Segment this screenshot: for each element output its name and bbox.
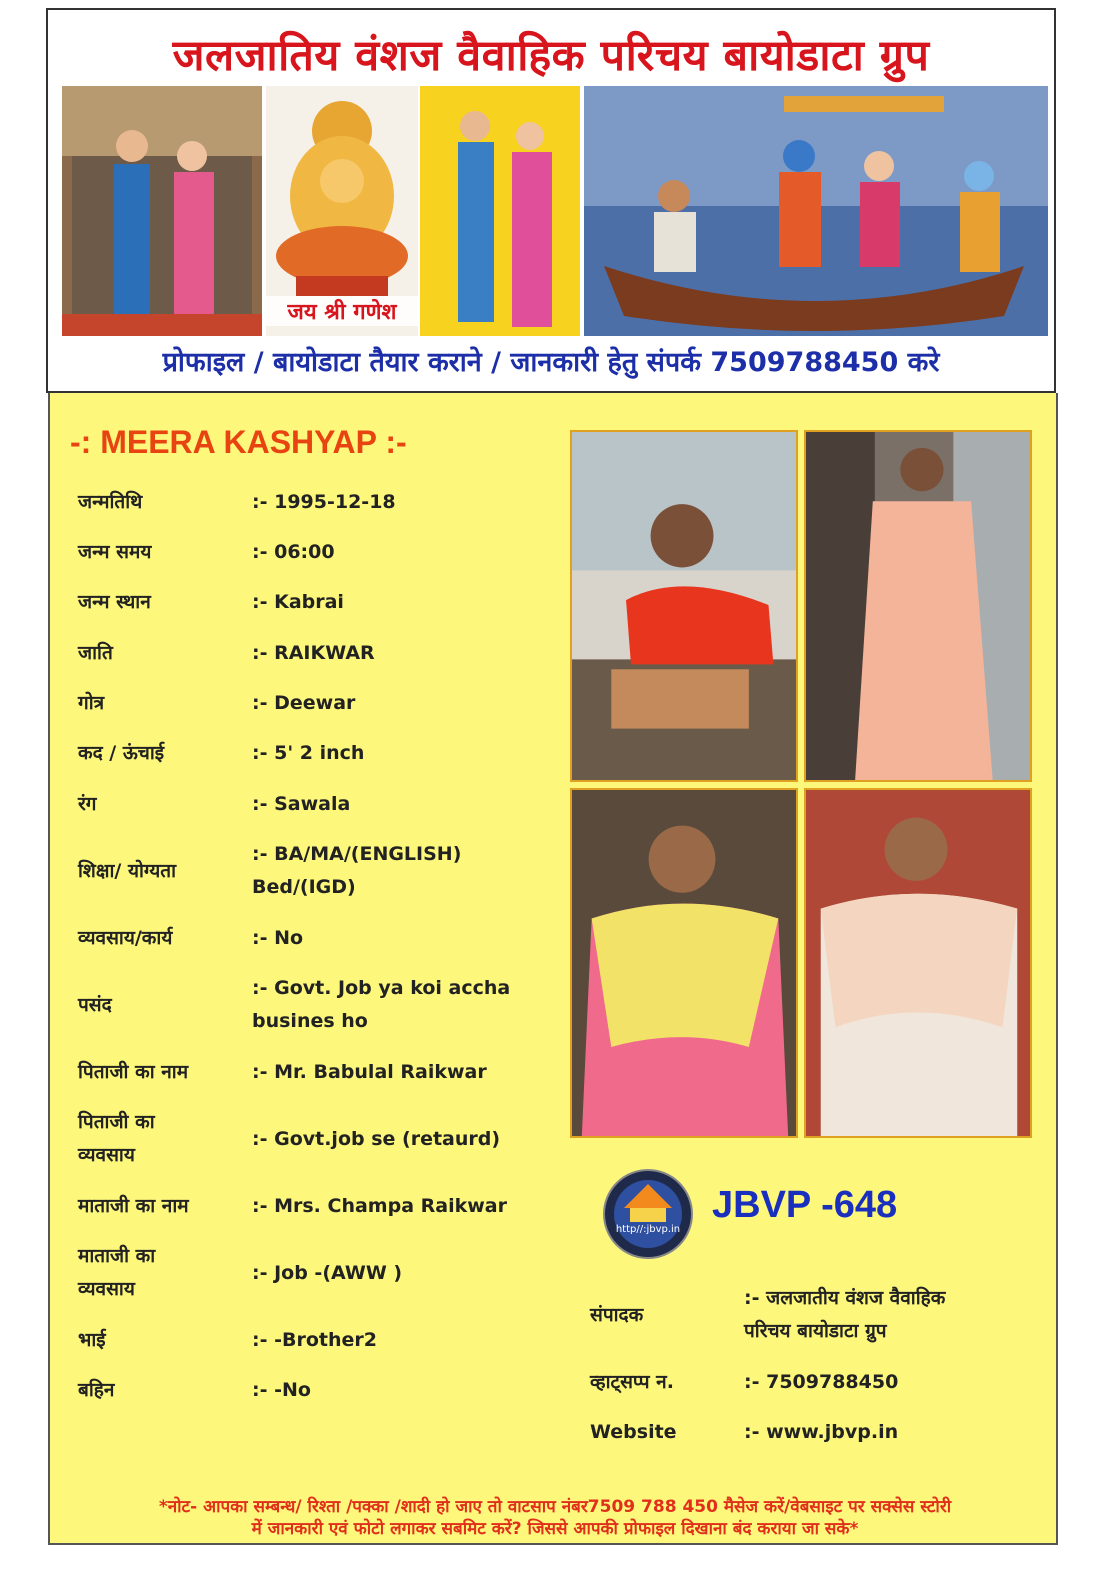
publisher-value: :- 7509788450 (744, 1371, 899, 1393)
profile-field-row (78, 486, 548, 519)
profile-field-row (78, 1324, 548, 1357)
publisher-label: संपादक (590, 1303, 644, 1326)
photo-3 (570, 788, 798, 1138)
profile-field-row (78, 1374, 548, 1407)
publisher-value: :- जलजातीय वंशज वैवाहिक परिचय बायोडाटा ग्रुप (744, 1287, 946, 1342)
footer-note-line-1: *नोट- आपका सम्बन्ध/ रिश्ता /पक्का /शादी हो जाए तो वाटसाप नंबर7509 788 450 मैसेज करें/वेबसाइट पर सक्सेस स्टोरी (158, 1497, 952, 1517)
profile-field-row (78, 637, 548, 670)
field-label: व्यवसाय/कार्य (78, 927, 173, 949)
jbvp-logo (602, 1168, 694, 1260)
ganesh-caption: जय श्री गणेश (266, 296, 418, 326)
contact-line: प्रोफाइल / बायोडाटा तैयार कराने / जानकारी हेतु संपर्क 7509788450 करे (162, 347, 940, 378)
profile-field-row (78, 1240, 548, 1306)
field-label: रंग (78, 793, 97, 815)
field-value: :- Sawala (252, 793, 351, 815)
field-value: :- RAIKWAR (252, 642, 375, 664)
candidate-name: -: MEERA KASHYAP :- (70, 424, 407, 460)
field-label: गोत्र (78, 692, 105, 714)
group-title: जलजातिय वंशज वैवाहिक परिचय बायोडाटा ग्रुप (172, 31, 930, 81)
footer-note-line-2: में जानकारी एवं फोटो लगाकर सबमिट करें? जिससे आपकी प्रोफाइल दिखाना बंद कराया जा सके* (251, 1519, 859, 1539)
field-value: :- -Brother2 (252, 1329, 377, 1351)
field-value: :- Mr. Babulal Raikwar (252, 1061, 487, 1083)
field-label: जन्म स्थान (78, 591, 151, 613)
publisher-label: व्हाट्सप्प न. (590, 1371, 674, 1393)
field-label: बहिन (78, 1379, 115, 1401)
profile-field-row (78, 838, 548, 904)
field-value: :- 1995-12-18 (252, 491, 396, 513)
publisher-label: Website (590, 1421, 677, 1443)
profile-field-row (78, 1106, 548, 1172)
photo-4 (804, 788, 1032, 1138)
profile-field-row (78, 922, 548, 955)
profile-field-row (78, 1190, 548, 1223)
field-label: पसंद (78, 993, 112, 1016)
profile-field-row (78, 1056, 548, 1089)
field-label: जन्मतिथि (78, 491, 143, 513)
logo-url: http//:jbvp.in (615, 1224, 681, 1235)
field-label: शिक्षा/ योग्यता (78, 859, 176, 882)
profile-field-row (78, 687, 548, 720)
photo-2 (804, 430, 1032, 782)
field-value: :- 06:00 (252, 541, 335, 563)
profile-code: JBVP -648 (712, 1184, 898, 1226)
field-value: :- Job -(AWW ) (252, 1261, 403, 1284)
profile-field-row (78, 972, 548, 1038)
profile-field-row (78, 788, 548, 821)
ram-sita-image (420, 86, 580, 336)
field-value: :- Mrs. Champa Raikwar (252, 1195, 507, 1217)
field-label: भाई (78, 1329, 106, 1351)
field-value: :- -No (252, 1379, 311, 1401)
profile-field-row (78, 737, 548, 770)
header-banner (46, 8, 1056, 393)
profile-field-row (78, 586, 548, 619)
field-value: :- Deewar (252, 692, 356, 714)
field-label: माताजी का नाम (78, 1195, 189, 1217)
photo-1 (570, 430, 798, 782)
field-value: :- Kabrai (252, 591, 344, 613)
field-value: :- 5' 2 inch (252, 742, 365, 764)
publisher-value: :- www.jbvp.in (744, 1421, 899, 1443)
profile-field-row (78, 536, 548, 569)
footer-note (60, 1496, 1050, 1540)
field-label: जन्म समय (78, 541, 152, 563)
field-value: :- No (252, 927, 304, 949)
kevat-boat-image (584, 86, 1048, 336)
ram-sita-wedding-image (62, 86, 262, 336)
field-label: पिताजी का नाम (78, 1061, 189, 1083)
field-value: :- BA/MA/(ENGLISH) Bed/(IGD) (252, 843, 462, 898)
field-value: :- Govt.job se (retaurd) (252, 1127, 501, 1150)
field-value: :- Govt. Job ya koi accha busines ho (252, 977, 511, 1032)
field-label: जाति (78, 642, 113, 664)
field-label: माताजी का व्यवसाय (78, 1245, 156, 1300)
field-label: कद / ऊंचाई (78, 742, 165, 764)
field-label: पिताजी का व्यवसाय (78, 1111, 155, 1166)
